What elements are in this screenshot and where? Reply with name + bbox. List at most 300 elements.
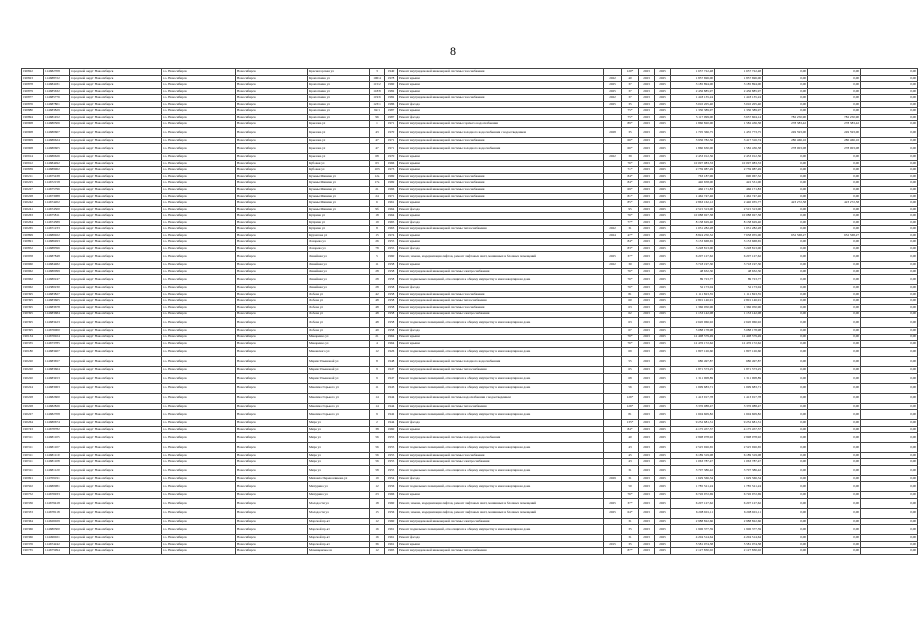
cell-local-cost: 0,00	[861, 420, 918, 427]
cell-regional-cost: 0,00	[808, 452, 861, 459]
cell-work-type: Ремонт внутридомовой инженерной системы газоснабжения	[398, 186, 604, 193]
cell-wear-percent: 31	[622, 226, 639, 233]
cell-street: Лобова ул	[308, 304, 370, 311]
cell-district: г.о. Новосибирск	[162, 433, 236, 443]
cell-budget-cost: 0,00	[763, 219, 808, 226]
cell-total-cost: 1 604 609,82	[671, 410, 715, 420]
cell-house-number: 14	[370, 403, 385, 410]
cell-total-cost: 1 153 142,08	[671, 311, 715, 318]
cell-municipality: городской округ Новосибирск	[70, 239, 162, 246]
cell-local-cost: 0,00	[861, 95, 918, 102]
cell-start-year: 2023	[639, 367, 655, 374]
cell-house-number: 15	[370, 508, 385, 518]
table-row	[22, 498, 918, 508]
cell-municipality: городской округ Новосибирск	[70, 173, 162, 180]
cell-district: г.о. Новосибирск	[162, 304, 236, 311]
cell-total-cost: 2 801 146,91	[671, 298, 715, 305]
cell-total-cost: 3 185 894,00	[671, 82, 715, 89]
cell-row-id: 190909	[22, 137, 44, 144]
cell-house-number: 49	[370, 327, 385, 334]
cell-budget-cost: 280 466,16	[763, 137, 808, 144]
cell-locality: Новосибирск	[236, 482, 308, 492]
cell-municipality: городской округ Новосибирск	[70, 298, 162, 305]
cell-locality: Новосибирск	[236, 420, 308, 427]
cell-budget-cost: 0,00	[763, 548, 808, 555]
cell-regional-cost: 0,00	[808, 193, 861, 200]
cell-district: г.о. Новосибирск	[162, 114, 236, 121]
cell-district: г.о. Новосибирск	[162, 101, 236, 108]
cell-build-year: 1955	[385, 466, 398, 476]
cell-work-type: Ремонт фасада	[398, 535, 604, 542]
cell-wear-percent: 85*	[622, 200, 639, 207]
cell-house-number: 78	[370, 245, 385, 252]
cell-end-year: 2025	[655, 137, 671, 144]
cell-locality: Новосибирск	[236, 327, 308, 334]
cell-district: г.о. Новосибирск	[162, 252, 236, 262]
cell-object-code: 114673785	[44, 341, 70, 348]
cell-street: Кропоткина ул	[308, 108, 370, 115]
cell-end-year: 2025	[655, 304, 671, 311]
cell-object-code: 114684181	[44, 82, 70, 89]
cell-end-year: 2025	[655, 167, 671, 174]
cell-fund-cost: 2 453 012,56	[715, 154, 763, 161]
cell-end-year: 2025	[655, 186, 671, 193]
cell-district: г.о. Новосибирск	[162, 475, 236, 482]
cell-district: г.о. Новосибирск	[162, 452, 236, 459]
cell-municipality: городской округ Новосибирск	[70, 219, 162, 226]
cell-district: г.о. Новосибирск	[162, 518, 236, 525]
cell-wear-percent: 81	[622, 410, 639, 420]
cell-start-year: 2023	[639, 226, 655, 233]
cell-street: Крылова ул	[308, 121, 370, 128]
cell-wear-percent: 35	[622, 541, 639, 548]
cell-local-cost: 0,00	[861, 393, 918, 403]
cell-work-type: Ремонт крыши	[398, 160, 604, 167]
cell-district: г.о. Новосибирск	[162, 410, 236, 420]
cell-street: Кропоткина ул	[308, 114, 370, 121]
table-row	[22, 443, 918, 453]
cell-start-year: 2023	[639, 239, 655, 246]
cell-house-number: 103	[370, 167, 385, 174]
cell-locality: Новосибирск	[236, 426, 308, 433]
cell-build-year: 1944	[385, 420, 398, 427]
cell-work-type: Ремонт подвальных помещений, относящихся к общему имуществу в многоквартирном доме	[398, 275, 604, 285]
cell-fund-cost: 3 153 668,65	[715, 239, 763, 246]
cell-fund-cost: 1 629 566,34	[715, 475, 763, 482]
cell-fund-cost: 6 207 127,62	[715, 252, 763, 262]
cell-budget-cost: 0,00	[763, 69, 808, 76]
page-number: 8	[450, 44, 456, 58]
table-row	[22, 410, 918, 420]
cell-build-year: 1958	[385, 275, 398, 285]
cell-municipality: городской округ Новосибирск	[70, 88, 162, 95]
table-row	[22, 127, 918, 137]
cell-wear-percent: 95	[622, 206, 639, 213]
cell-district: г.о. Новосибирск	[162, 95, 236, 102]
cell-district: г.о. Новосибирск	[162, 186, 236, 193]
cell-row-id: 190364	[22, 518, 44, 525]
cell-end-year: 2025	[655, 75, 671, 82]
cell-total-cost: 89 723,77	[671, 275, 715, 285]
cell-municipality: городской округ Новосибирск	[70, 108, 162, 115]
cell-end-year: 2025	[655, 357, 671, 367]
cell-district: г.о. Новосибирск	[162, 173, 236, 180]
cell-build-year: 1963	[385, 226, 398, 233]
cell-end-year: 2025	[655, 245, 671, 252]
cell-row-id: 190228	[22, 193, 44, 200]
cell-total-cost: 6 207 127,62	[671, 498, 715, 508]
cell-street: Лобова ул	[308, 291, 370, 298]
cell-object-code: 114675811	[44, 213, 70, 220]
cell-local-cost: 0,00	[861, 239, 918, 246]
cell-work-type: Ремонт подвальных помещений, относящихся к общему имуществу в многоквартирном доме	[398, 525, 604, 535]
cell-end-year: 2025	[655, 275, 671, 285]
cell-object-code: 114626029	[44, 518, 70, 525]
cell-fund-cost: 2 988 822,66	[715, 518, 763, 525]
cell-district: г.о. Новосибирск	[162, 393, 236, 403]
cell-street: Кропоткина ул	[308, 95, 370, 102]
cell-total-cost: 1 705 366,75	[671, 127, 715, 137]
cell-build-year: 1970	[385, 154, 398, 161]
cell-start-year: 2023	[639, 492, 655, 499]
cell-total-cost: 3 707 386,42	[671, 466, 715, 476]
cell-prev-year: 2025	[604, 252, 622, 262]
cell-district: г.о. Новосибирск	[162, 383, 236, 393]
cell-build-year: 1940	[385, 69, 398, 76]
cell-wear-percent: 126*	[622, 403, 639, 410]
cell-regional-cost: 0,00	[808, 492, 861, 499]
cell-total-cost: 12 476 172,62	[671, 341, 715, 348]
cell-municipality: городской округ Новосибирск	[70, 508, 162, 518]
cell-object-code: 114681120	[44, 466, 70, 476]
cell-house-number: 11	[370, 262, 385, 269]
cell-object-code: 114688396	[44, 245, 70, 252]
cell-house-number: 12	[370, 347, 385, 357]
cell-house-number: 9б	[370, 206, 385, 213]
cell-total-cost: 4 204 514,64	[671, 535, 715, 542]
cell-regional-cost: 0,00	[808, 410, 861, 420]
cell-regional-cost: 0,00	[808, 367, 861, 374]
cell-budget-cost: 0,00	[763, 347, 808, 357]
cell-fund-cost: 12 476 172,62	[715, 341, 763, 348]
cell-district: г.о. Новосибирск	[162, 75, 236, 82]
cell-end-year: 2025	[655, 410, 671, 420]
cell-locality: Новосибирск	[236, 318, 308, 328]
table-row	[22, 548, 918, 555]
cell-house-number: 106/4	[370, 75, 385, 82]
cell-work-type: Ремонт, замена, модернизация лифтов, ремонт лифтовых шахт, машинных и блочных помещений	[398, 508, 604, 518]
cell-locality: Новосибирск	[236, 334, 308, 341]
cell-fund-cost: 1 418 135,24	[715, 95, 763, 102]
cell-work-type: Ремонт внутридомовой инженерной системы водоснабжения с водоотведением	[398, 393, 604, 403]
cell-prev-year	[604, 410, 622, 420]
cell-build-year: 1943	[385, 383, 398, 393]
cell-object-code: 114678118	[44, 508, 70, 518]
cell-build-year: 1955	[385, 459, 398, 466]
cell-street: Марии Ульяновой ул	[308, 357, 370, 367]
cell-district: г.о. Новосибирск	[162, 232, 236, 239]
cell-build-year: 1960	[385, 426, 398, 433]
cell-build-year: 1960	[385, 518, 398, 525]
cell-district: г.о. Новосибирск	[162, 160, 236, 167]
cell-regional-cost: 0,00	[808, 318, 861, 328]
cell-locality: Новосибирск	[236, 88, 308, 95]
cell-wear-percent: 76*	[622, 160, 639, 167]
cell-start-year: 2023	[639, 541, 655, 548]
cell-budget-cost: 0,00	[763, 226, 808, 233]
cell-budget-cost: 0,00	[763, 262, 808, 269]
cell-end-year: 2025	[655, 268, 671, 275]
cell-street: Маковского ул	[308, 347, 370, 357]
cell-wear-percent: 83*	[622, 245, 639, 252]
cell-wear-percent: 126*	[622, 393, 639, 403]
cell-district: г.о. Новосибирск	[162, 443, 236, 453]
cell-regional-cost: 0,00	[808, 341, 861, 348]
cell-build-year: 1947	[385, 367, 398, 374]
cell-row-id: 190908	[22, 127, 44, 137]
cell-total-cost: 1 629 566,34	[671, 475, 715, 482]
cell-object-code: 114685632	[44, 88, 70, 95]
cell-row-id: 190228	[22, 403, 44, 410]
cell-local-cost: 0,00	[861, 548, 918, 555]
cell-regional-cost: 0,00	[808, 245, 861, 252]
cell-wear-percent: 40	[622, 433, 639, 443]
cell-house-number: 38	[370, 426, 385, 433]
cell-local-cost: 0,00	[861, 160, 918, 167]
cell-municipality: городской округ Новосибирск	[70, 101, 162, 108]
cell-house-number: 1	[370, 121, 385, 128]
cell-start-year: 2023	[639, 373, 655, 383]
cell-work-type: Ремонт фасада	[398, 285, 604, 292]
cell-object-code: 114682708	[44, 410, 70, 420]
table-row	[22, 347, 918, 357]
cell-house-number: 96	[370, 114, 385, 121]
cell-locality: Новосибирск	[236, 541, 308, 548]
cell-end-year: 2025	[655, 180, 671, 187]
cell-locality: Новосибирск	[236, 95, 308, 102]
cell-wear-percent: 43	[622, 459, 639, 466]
cell-end-year: 2025	[655, 508, 671, 518]
cell-fund-cost: 5 010 205,40	[715, 101, 763, 108]
cell-build-year: 1973	[385, 167, 398, 174]
cell-street: Мира ул	[308, 443, 370, 453]
cell-total-cost: 8 138 629,40	[671, 219, 715, 226]
cell-house-number: 118/8	[370, 88, 385, 95]
cell-fund-cost: 6 207 127,62	[715, 498, 763, 508]
cell-house-number: 5	[370, 252, 385, 262]
cell-locality: Новосибирск	[236, 548, 308, 555]
cell-end-year: 2025	[655, 200, 671, 207]
cell-locality: Новосибирск	[236, 535, 308, 542]
cell-build-year: 1944	[385, 403, 398, 410]
cell-district: г.о. Новосибирск	[162, 426, 236, 433]
cell-end-year: 2025	[655, 291, 671, 298]
cell-object-code: 114683423	[44, 318, 70, 328]
cell-locality: Новосибирск	[236, 262, 308, 269]
cell-house-number: 123/1	[370, 101, 385, 108]
cell-row-id: 190366	[22, 525, 44, 535]
cell-build-year: 1948	[385, 357, 398, 367]
cell-locality: Новосибирск	[236, 298, 308, 305]
cell-local-cost: 0,00	[861, 426, 918, 433]
cell-street: Линейная ул	[308, 268, 370, 275]
cell-row-id: 190311	[22, 466, 44, 476]
cell-total-cost: 1 807 126,60	[671, 347, 715, 357]
cell-fund-cost: 1 366 050,96	[715, 304, 763, 311]
cell-total-cost: 2 525 926,65	[671, 443, 715, 453]
cell-row-id: 190502	[22, 482, 44, 492]
table-row	[22, 357, 918, 367]
cell-build-year: 1944	[385, 393, 398, 403]
cell-municipality: городской округ Новосибирск	[70, 232, 162, 239]
cell-wear-percent: 37	[622, 88, 639, 95]
cell-street: Мира ул	[308, 459, 370, 466]
cell-regional-cost: 0,00	[808, 173, 861, 180]
cell-street: Максима Горького ул	[308, 403, 370, 410]
cell-district: г.о. Новосибирск	[162, 121, 236, 128]
cell-start-year: 2023	[639, 475, 655, 482]
cell-row-id: 190225	[22, 180, 44, 187]
cell-end-year: 2025	[655, 443, 671, 453]
cell-municipality: городской округ Новосибирск	[70, 82, 162, 89]
cell-locality: Новосибирск	[236, 367, 308, 374]
cell-district: г.о. Новосибирск	[162, 219, 236, 226]
cell-row-id: 190839	[22, 167, 44, 174]
cell-municipality: городской округ Новосибирск	[70, 304, 162, 311]
cell-prev-year: 2024	[604, 232, 622, 239]
cell-house-number: 47	[370, 144, 385, 154]
cell-row-id: 190962	[22, 275, 44, 285]
cell-locality: Новосибирск	[236, 69, 308, 76]
cell-fund-cost: 466 171,83	[715, 186, 763, 193]
cell-district: г.о. Новосибирск	[162, 154, 236, 161]
cell-object-code: 114689962	[44, 167, 70, 174]
cell-budget-cost: 0,00	[763, 492, 808, 499]
cell-end-year: 2025	[655, 114, 671, 121]
cell-house-number: 92/1	[370, 108, 385, 115]
cell-object-code: 114683684	[44, 311, 70, 318]
cell-municipality: городской округ Новосибирск	[70, 114, 162, 121]
cell-street: Мира ул	[308, 433, 370, 443]
cell-object-code: 114674242	[44, 541, 70, 548]
cell-row-id: 190908	[22, 121, 44, 128]
cell-wear-percent: 43	[622, 443, 639, 453]
cell-prev-year	[604, 466, 622, 476]
cell-prev-year	[604, 373, 622, 383]
cell-wear-percent: 39	[622, 154, 639, 161]
cell-municipality: городской округ Новосибирск	[70, 285, 162, 292]
cell-start-year: 2023	[639, 275, 655, 285]
cell-district: г.о. Новосибирск	[162, 108, 236, 115]
cell-start-year: 2023	[639, 410, 655, 420]
cell-start-year: 2023	[639, 548, 655, 555]
cell-regional-cost: 0,00	[808, 101, 861, 108]
cell-local-cost: 0,00	[861, 318, 918, 328]
cell-start-year: 2023	[639, 403, 655, 410]
cell-street: Куприна ул	[308, 219, 370, 226]
cell-locality: Новосибирск	[236, 393, 308, 403]
cell-prev-year	[604, 144, 622, 154]
cell-regional-cost: 0,00	[808, 95, 861, 102]
cell-budget-cost: 0,00	[763, 475, 808, 482]
cell-locality: Новосибирск	[236, 226, 308, 233]
cell-object-code: 114676933	[44, 492, 70, 499]
cell-regional-cost: 0,00	[808, 262, 861, 269]
cell-local-cost: 0,00	[861, 298, 918, 305]
cell-end-year: 2025	[655, 548, 671, 555]
cell-local-cost: 0,00	[861, 101, 918, 108]
cell-build-year: 1966	[385, 492, 398, 499]
cell-house-number: 9	[370, 367, 385, 374]
cell-regional-cost: 280 466,16	[808, 137, 861, 144]
cell-fund-cost: 1 063 787,47	[715, 459, 763, 466]
cell-regional-cost: 0,00	[808, 186, 861, 193]
cell-start-year: 2023	[639, 334, 655, 341]
cell-municipality: городской округ Новосибирск	[70, 466, 162, 476]
cell-object-code: 114709191	[44, 475, 70, 482]
cell-municipality: городской округ Новосибирск	[70, 452, 162, 459]
cell-house-number: 12а	[370, 173, 385, 180]
cell-build-year: 1965	[385, 548, 398, 555]
cell-wear-percent: 76*	[622, 268, 639, 275]
cell-row-id: 190877	[22, 95, 44, 102]
cell-start-year: 2023	[639, 186, 655, 193]
cell-fund-cost: 1 657 722,48	[715, 69, 763, 76]
cell-wear-percent: 31	[622, 535, 639, 542]
cell-start-year: 2023	[639, 200, 655, 207]
cell-row-id: 190822	[22, 69, 44, 76]
cell-start-year: 2023	[639, 393, 655, 403]
cell-start-year: 2023	[639, 268, 655, 275]
cell-build-year: 1961	[385, 200, 398, 207]
cell-fund-cost: 2 440 035,77	[715, 200, 763, 207]
cell-regional-cost: 0,00	[808, 239, 861, 246]
cell-row-id: 190311	[22, 433, 44, 443]
cell-start-year: 2023	[639, 252, 655, 262]
cell-regional-cost: 0,00	[808, 206, 861, 213]
cell-total-cost: 10 088 927,58	[671, 213, 715, 220]
cell-row-id: 190311	[22, 443, 44, 453]
cell-fund-cost: 52 173,04	[715, 285, 763, 292]
cell-budget-cost: 0,00	[763, 373, 808, 383]
cell-build-year: 1964	[385, 334, 398, 341]
cell-end-year: 2025	[655, 541, 671, 548]
cell-total-cost: 6 189 319,08	[671, 452, 715, 459]
cell-wear-percent: 89*	[622, 121, 639, 128]
cell-locality: Новосибирск	[236, 403, 308, 410]
cell-district: г.о. Новосибирск	[162, 334, 236, 341]
cell-start-year: 2023	[639, 206, 655, 213]
cell-end-year: 2025	[655, 492, 671, 499]
cell-budget-cost: 0,00	[763, 186, 808, 193]
cell-regional-cost: 782 250,90	[808, 114, 861, 121]
cell-fund-cost: 6 189 319,08	[715, 452, 763, 459]
cell-object-code: 114674500	[44, 206, 70, 213]
cell-house-number: 9	[370, 410, 385, 420]
cell-work-type: Ремонт подвальных помещений, относящихся к общему имуществу в многоквартирном доме	[398, 466, 604, 476]
cell-budget-cost: 0,00	[763, 403, 808, 410]
cell-object-code: 114683827	[44, 291, 70, 298]
cell-row-id: 190899	[22, 232, 44, 239]
cell-work-type: Ремонт крыши	[398, 82, 604, 89]
cell-house-number: 26	[370, 239, 385, 246]
cell-locality: Новосибирск	[236, 186, 308, 193]
cell-house-number: 21	[370, 186, 385, 193]
cell-locality: Новосибирск	[236, 275, 308, 285]
cell-municipality: городской округ Новосибирск	[70, 535, 162, 542]
cell-district: г.о. Новосибирск	[162, 548, 236, 555]
cell-locality: Новосибирск	[236, 291, 308, 298]
